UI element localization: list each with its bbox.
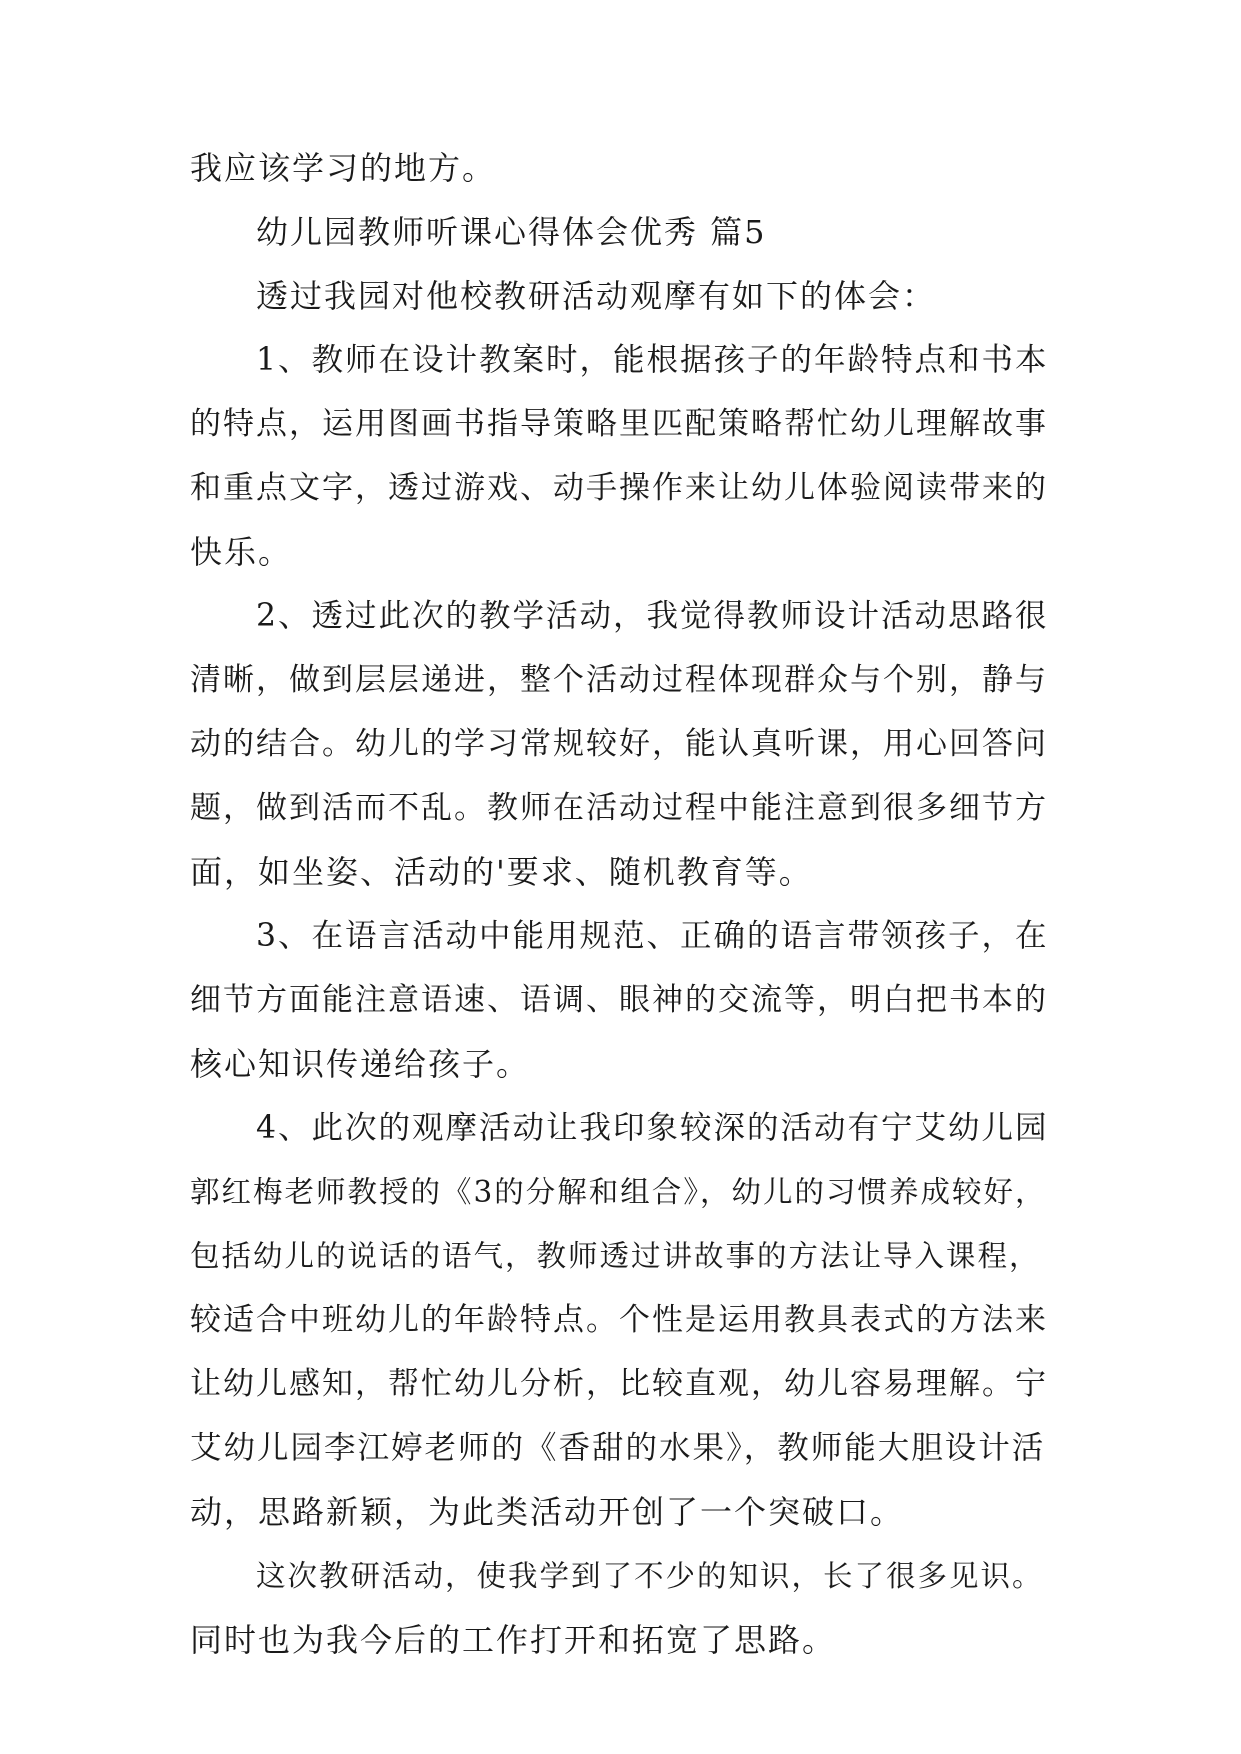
text-line: 包括幼儿的说话的语气，教师透过讲故事的方法让导入课程， xyxy=(190,1239,1041,1273)
text-line: 动的结合。幼儿的学习常规较好，能认真听课，用心回答问 xyxy=(190,726,1048,762)
text-line: 4、此次的观摩活动让我印象较深的活动有宁艾幼儿园 xyxy=(256,1110,1049,1146)
text-line: 郭红梅老师教授的《3的分解和组合》，幼儿的习惯养成较好， xyxy=(190,1175,1047,1209)
text-line: 快乐。 xyxy=(190,533,293,571)
text-line: 的特点，运用图画书指导策略里匹配策略帮忙幼儿理解故事 xyxy=(190,406,1048,442)
text-line: 和重点文字，透过游戏、动手操作来让幼儿体验阅读带来的 xyxy=(190,470,1048,506)
text-line: 核心知识传递给孩子。 xyxy=(190,1045,531,1083)
text-line: 动，思路新颖，为此类活动开创了一个突破口。 xyxy=(190,1493,905,1531)
text-line: 同时也为我今后的工作打开和拓宽了思路。 xyxy=(190,1621,837,1659)
text-line: 3、在语言活动中能用规范、正确的语言带领孩子，在 xyxy=(256,918,1049,954)
text-line: 这次教研活动，使我学到了不少的知识，长了很多见识。 xyxy=(256,1559,1044,1593)
text-line: 清晰，做到层层递进，整个活动过程体现群众与个别，静与 xyxy=(190,662,1048,698)
text-line: 透过我园对他校教研活动观摩有如下的体会： xyxy=(256,277,937,315)
text-line: 题，做到活而不乱。教师在活动过程中能注意到很多细节方 xyxy=(190,790,1048,826)
text-line: 艾幼儿园李江婷老师的《香甜的水果》，教师能大胆设计活 xyxy=(190,1430,1046,1466)
text-line: 让幼儿感知，帮忙幼儿分析，比较直观，幼儿容易理解。宁 xyxy=(190,1366,1048,1402)
text-line: 面，如坐姿、活动的'要求、随机教育等。 xyxy=(190,853,813,891)
text-line: 细节方面能注意语速、语调、眼神的交流等，明白把书本的 xyxy=(190,982,1048,1018)
text-line: 1、教师在设计教案时，能根据孩子的年龄特点和书本 xyxy=(256,342,1049,378)
section-heading: 幼儿园教师听课心得体会优秀 篇5 xyxy=(256,213,767,251)
text-line: 较适合中班幼儿的年龄特点。个性是运用教具表式的方法来 xyxy=(190,1302,1048,1338)
text-line: 2、透过此次的教学活动，我觉得教师设计活动思路很 xyxy=(256,598,1049,634)
text-line: 我应该学习的地方。 xyxy=(190,149,497,187)
